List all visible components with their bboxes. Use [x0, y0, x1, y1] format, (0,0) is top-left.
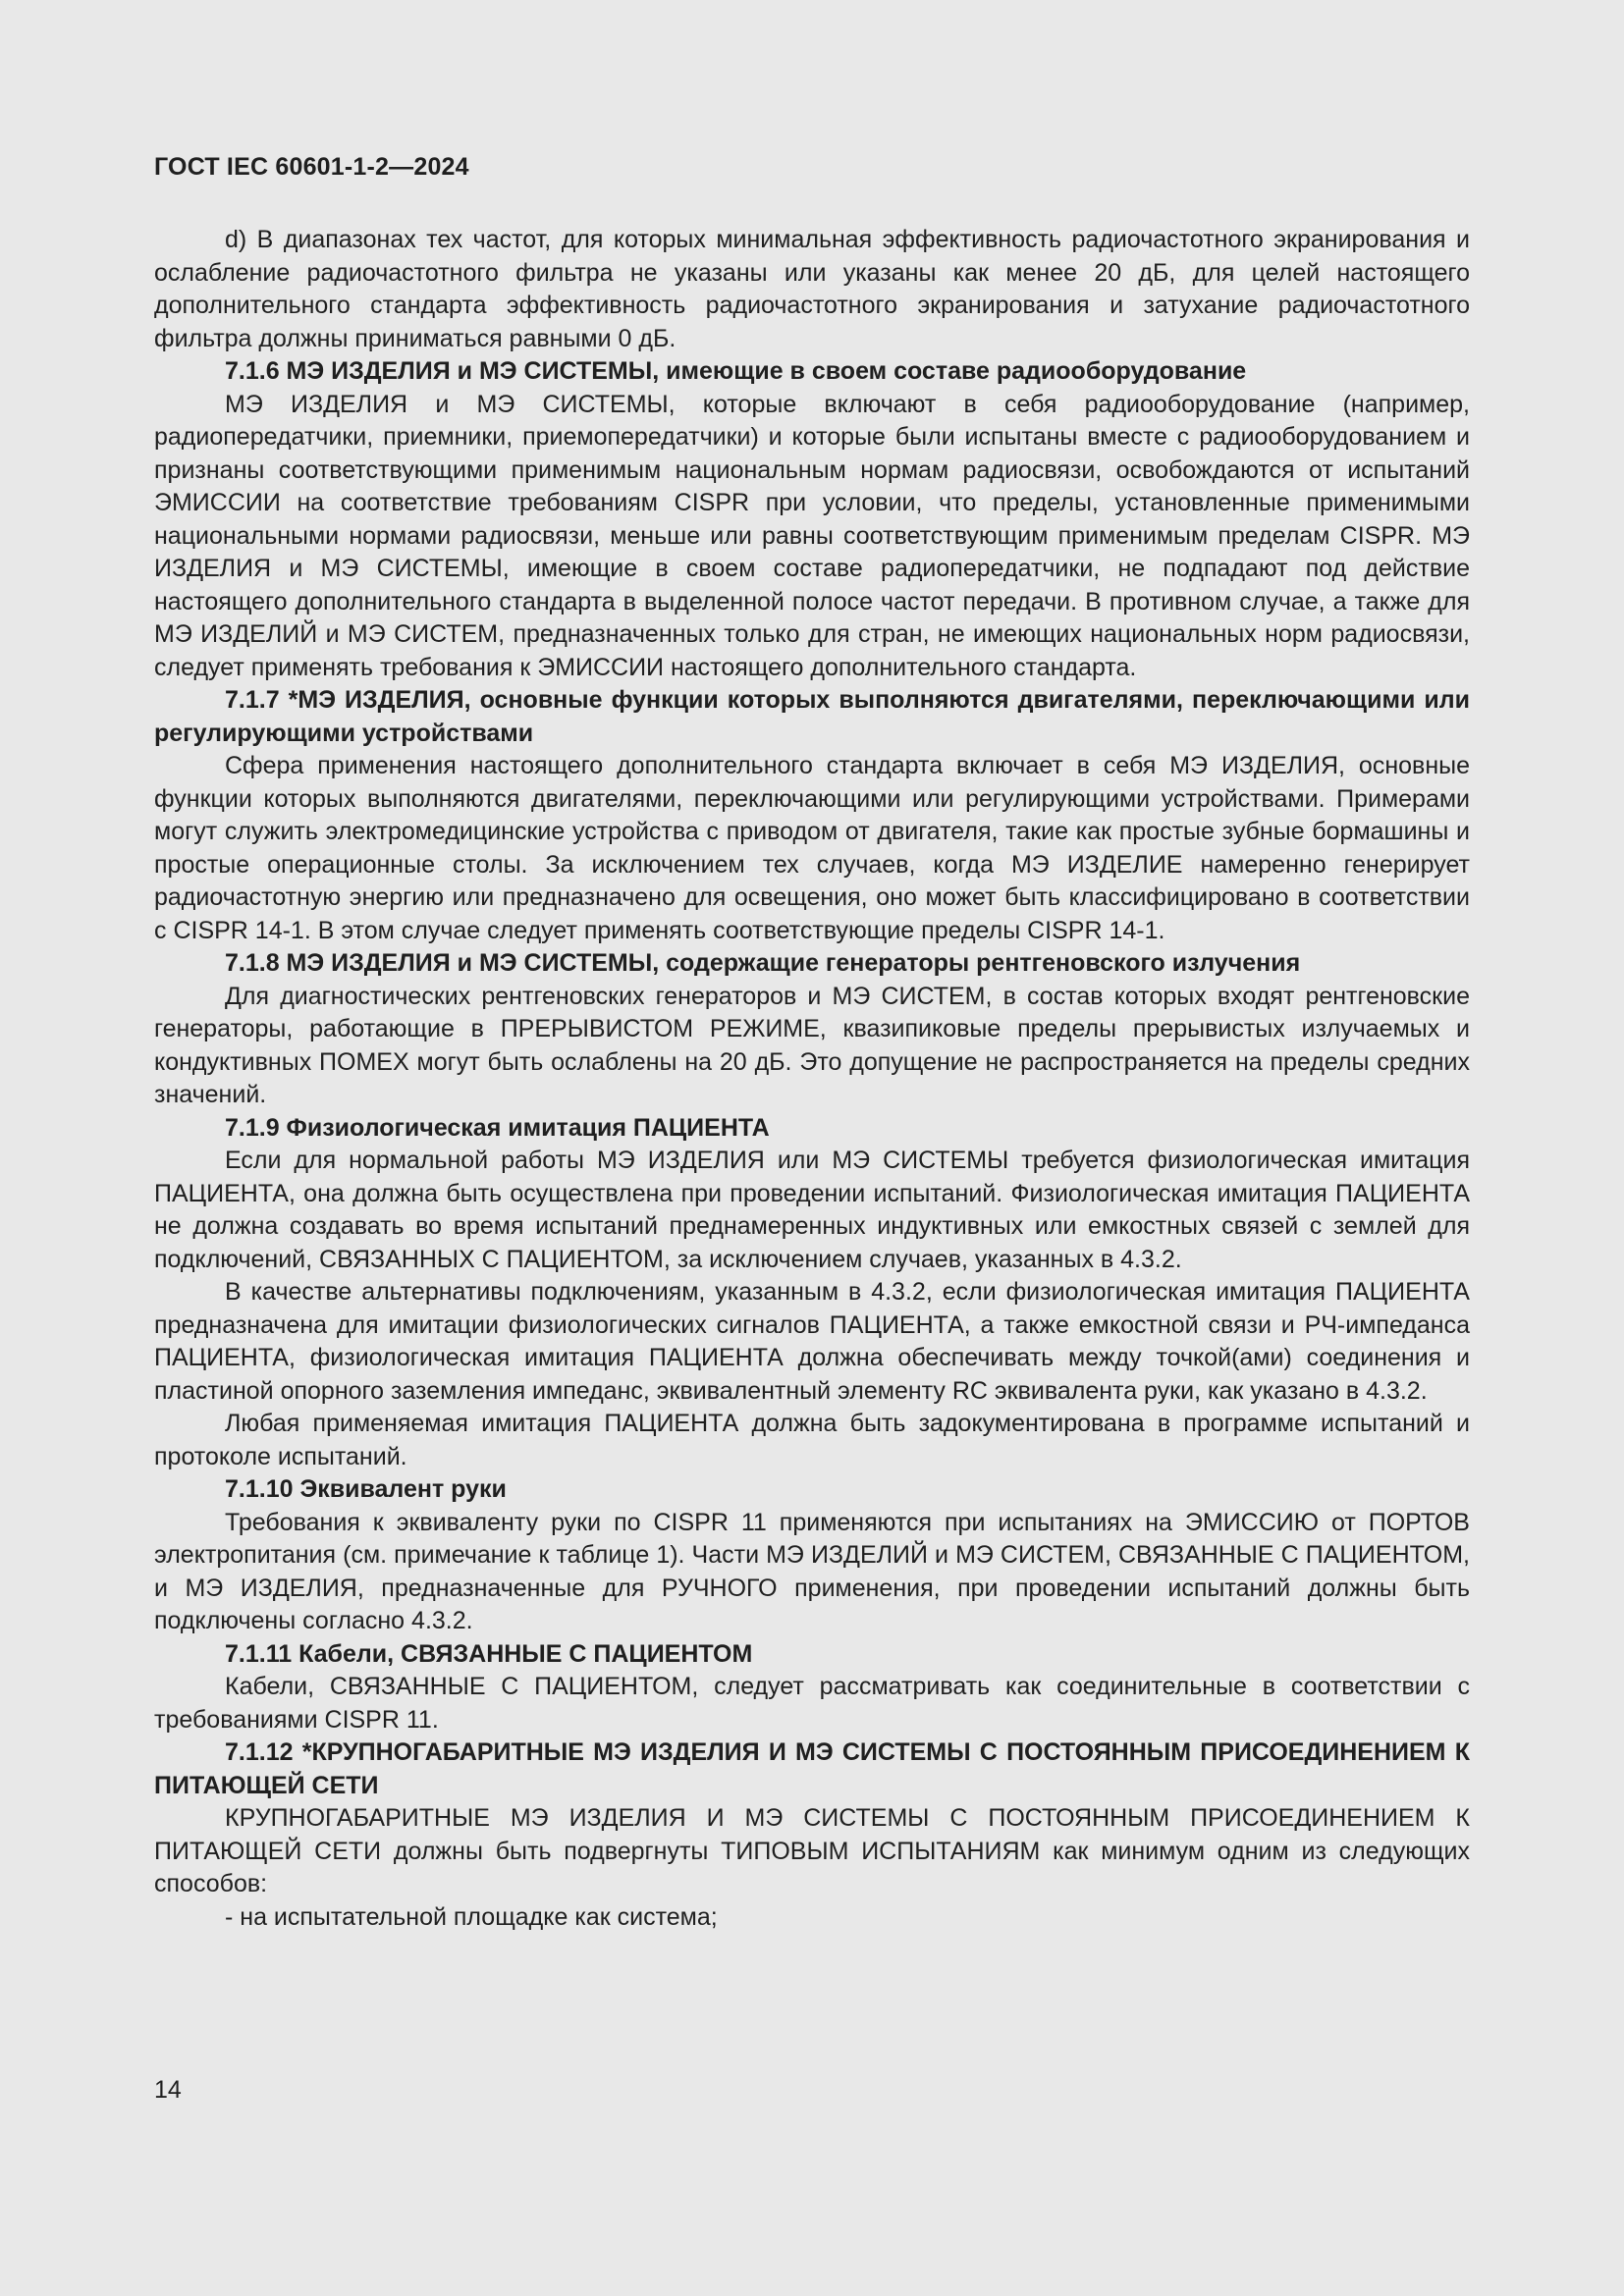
paragraph-7-1-9-a: Если для нормальной работы МЭ ИЗДЕЛИЯ или МЭ СИСТЕМЫ требуется физиологическая имитация ПАЦИЕНТА, она должна быть осуществлена при проведении испытаний. Физиологическая имитация ПАЦИЕНТА не должна создавать во время испытаний преднамеренных индуктивных или емкостных связей с землей для подключений, СВЯЗАННЫХ С ПАЦИЕНТОМ, за исключением случаев, указанных в 4.3.2. — [154, 1147, 1470, 1273]
paragraph-7-1-8: Для диагностических рентгеновских генераторов и МЭ СИСТЕМ, в состав которых входят рентгеновские генераторы, работающие в ПРЕРЫВИСТОМ РЕЖИМЕ, квазипиковые пределы прерывистых излучаемых и кондуктивных ПОМЕХ могут быть ослаблены на 20 дБ. Это допущение не распространяется на пределы средних значений. — [154, 982, 1470, 1108]
heading-7-1-10: 7.1.10 Эквивалент руки — [225, 1475, 507, 1503]
document-body — [154, 224, 1470, 1934]
paragraph-7-1-9-c: Любая применяемая имитация ПАЦИЕНТА должна быть задокументирована в программе испытаний и протоколе испытаний. — [154, 1410, 1470, 1470]
paragraph-7-1-12: КРУПНОГАБАРИТНЫЕ МЭ ИЗДЕЛИЯ И МЭ СИСТЕМЫ С ПОСТОЯННЫМ ПРИСОЕДИНЕНИЕМ К ПИТАЮЩЕЙ СЕТИ должны быть подвергнуты ТИПОВЫМ ИСПЫТАНИЯМ как минимум одним из следующих способов: — [154, 1804, 1470, 1897]
list-item-test-site: - на испытательной площадке как система; — [225, 1902, 718, 1931]
heading-7-1-9: 7.1.9 Физиологическая имитация ПАЦИЕНТА — [225, 1113, 770, 1142]
heading-7-1-8: 7.1.8 МЭ ИЗДЕЛИЯ и МЭ СИСТЕМЫ, содержащие генераторы рентгеновского излучения — [225, 949, 1301, 977]
heading-7-1-7: 7.1.7 *МЭ ИЗДЕЛИЯ, основные функции которых выполняются двигателями, переключающими или регулирующими устройствами — [154, 686, 1470, 747]
paragraph-7-1-9-b: В качестве альтернативы подключениям, указанным в 4.3.2, если физиологическая имитация ПАЦИЕНТА предназначена для имитации физиологических сигналов ПАЦИЕНТА, а также емкостной связи и РЧ-импеданса ПАЦИЕНТА, физиологическая имитация ПАЦИЕНТА должна обеспечивать между точкой(ами) соединения и пластиной опорного заземления импеданс, эквивалентный элементу RC эквивалента руки, как указано в 4.3.2. — [154, 1278, 1470, 1405]
document-header: ГОСТ IEC 60601-1-2—2024 — [154, 153, 469, 181]
paragraph-7-1-6: МЭ ИЗДЕЛИЯ и МЭ СИСТЕМЫ, которые включают в себя радиооборудование (например, радиопередатчики, приемники, приемопередатчики) и которые были испытаны вместе с радиооборудованием и признаны соответствующими применимым национальным нормам радиосвязи, освобождаются от испытаний ЭМИССИИ на соответствие требованиям CISPR при условии, что пределы, установленные применимыми национальными нормами радиосвязи, меньше или равны соответствующим применимым пределам CISPR. МЭ ИЗДЕЛИЯ и МЭ СИСТЕМЫ, имеющие в своем составе радиопередатчики, не подпадают под действие настоящего дополнительного стандарта в выделенной полосе частот передачи. В противном случае, а также для МЭ ИЗДЕЛИЙ и МЭ СИСТЕМ, предназначенных только для стран, не имеющих национальных норм радиосвязи, следует применять требования к ЭМИССИИ настоящего дополнительного стандарта. — [154, 390, 1470, 681]
paragraph-7-1-7: Сфера применения настоящего дополнительного стандарта включает в себя МЭ ИЗДЕЛИЯ, основные функции которых выполняются двигателями, переключающими или регулирующими устройствами. Примерами могут служить электромедицинские устройства с приводом от двигателя, такие как простые зубные бормашины и простые операционные столы. За исключением тех случаев, когда МЭ ИЗДЕЛИЕ намеренно генерирует радиочастотную энергию или предназначено для освещения, оно может быть классифицировано в соответствии с CISPR 14-1. В этом случае следует применять соответствующие пределы CISPR 14-1. — [154, 752, 1470, 944]
heading-7-1-12: 7.1.12 *КРУПНОГАБАРИТНЫЕ МЭ ИЗДЕЛИЯ И МЭ СИСТЕМЫ С ПОСТОЯННЫМ ПРИСОЕДИНЕНИЕМ К ПИТАЮЩЕЙ СЕТИ — [154, 1738, 1470, 1799]
paragraph-7-1-5-d: d) В диапазонах тех частот, для которых минимальная эффективность радиочастотного экранирования и ослабление радиочастотного фильтра не указаны или указаны как менее 20 дБ, для целей настоящего дополнительного стандарта эффективность радиочастотного экранирования и затухание радиочастотного фильтра должны приниматься равными 0 дБ. — [154, 226, 1470, 352]
paragraph-7-1-10: Требования к эквиваленту руки по CISPR 11 применяются при испытаниях на ЭМИССИЮ от ПОРТОВ электропитания (см. примечание к таблице 1). Части МЭ ИЗДЕЛИЙ и МЭ СИСТЕМ, СВЯЗАННЫЕ С ПАЦИЕНТОМ, и МЭ ИЗДЕЛИЯ, предназначенные для РУЧНОГО применения, при проведении испытаний должны быть подключены согласно 4.3.2. — [154, 1508, 1470, 1634]
heading-7-1-6: 7.1.6 МЭ ИЗДЕЛИЯ и МЭ СИСТЕМЫ, имеющие в своем составе радиооборудование — [225, 357, 1247, 385]
heading-7-1-11: 7.1.11 Кабели, СВЯЗАННЫЕ С ПАЦИЕНТОМ — [225, 1639, 753, 1668]
page-number: 14 — [154, 2076, 182, 2104]
paragraph-7-1-11: Кабели, СВЯЗАННЫЕ С ПАЦИЕНТОМ, следует рассматривать как соединительные в соответствии с требованиями CISPR 11. — [154, 1673, 1470, 1734]
